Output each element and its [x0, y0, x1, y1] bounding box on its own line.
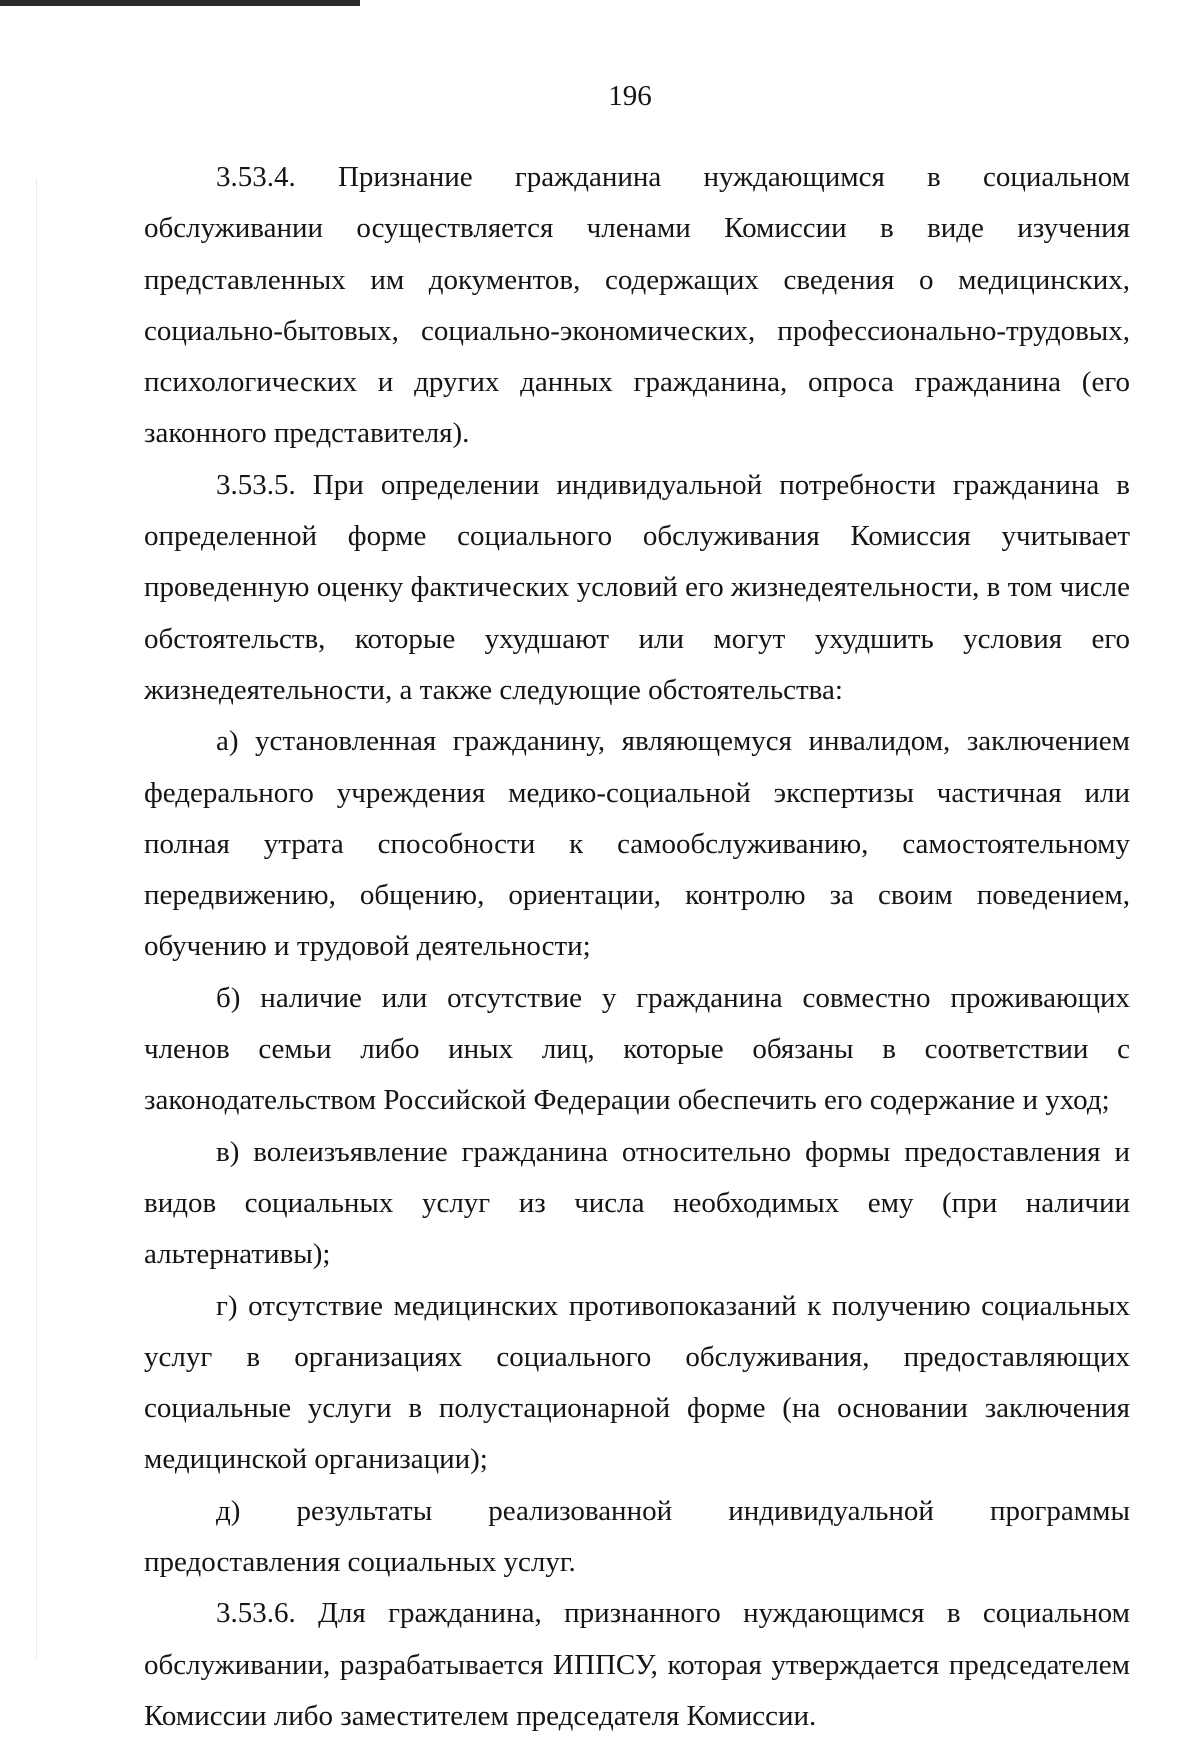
document-body	[144, 152, 1130, 1742]
top-rule	[0, 0, 360, 6]
paragraph-3-53-4: 3.53.4. Признание гражданина нуждающимся в социальном обслуживании осуществляется членами Комиссии в виде изучения представленных им документов, содержащих сведения о медицинских, социально-бытовых, социально-экономических, профессионально-трудовых, психологических и других данных гражданина, опроса гражданина (его законного представителя).	[144, 161, 1130, 450]
page-number: 196	[608, 80, 652, 112]
list-item-a: а) установленная гражданину, являющемуся инвалидом, заключением федерального учреждения медико-социальной экспертизы частичная или полная утрата способности к самообслуживанию, самостоятельному передвижению, общению, ориентации, контролю за своим поведением, обучению и трудовой деятельности;	[144, 725, 1130, 963]
scan-edge	[36, 180, 38, 1660]
paragraph-3-53-6: 3.53.6. Для гражданина, признанного нуждающимся в социальном обслуживании, разрабатывается ИППСУ, которая утверждается председателем Комиссии либо заместителем председателя Комиссии.	[144, 1597, 1130, 1732]
list-item-d: д) результаты реализованной индивидуальной программы предоставления социальных услуг.	[144, 1494, 1130, 1579]
list-item-b: б) наличие или отсутствие у гражданина совместно проживающих членов семьи либо иных лиц, которые обязаны в соответствии с законодательством Российской Федерации обеспечить его содержание и уход;	[144, 981, 1130, 1117]
paragraph-3-53-5: 3.53.5. При определении индивидуальной потребности гражданина в определенной форме социального обслуживания Комиссия учитывает проведенную оценку фактических условий его жизнедеятельности, в том числе обстоятельств, которые ухудшают или могут ухудшить условия его жизнедеятельности, а также следующие обстоятельства:	[144, 468, 1130, 706]
list-item-g: г) отсутствие медицинских противопоказаний к получению социальных услуг в организациях социального обслуживания, предоставляющих социальные услуги в полустационарной форме (на основании заключения медицинской организации);	[144, 1289, 1130, 1476]
list-item-v: в) волеизъявление гражданина относительно формы предоставления и видов социальных услуг из числа необходимых ему (при наличии альтернативы);	[144, 1135, 1130, 1271]
